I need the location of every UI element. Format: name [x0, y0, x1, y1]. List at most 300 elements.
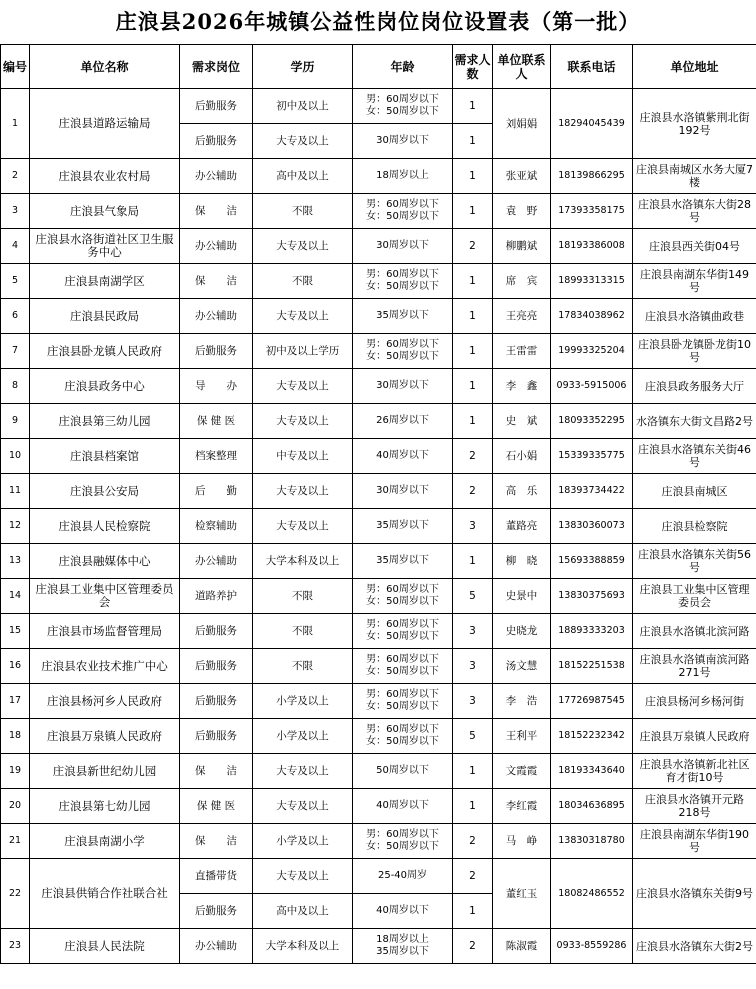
positions-table	[0, 44, 756, 964]
cell-unit	[30, 509, 180, 544]
cell-contact: 史晓龙	[493, 614, 551, 649]
cell-age	[353, 264, 453, 299]
cell-phone: 18193343640	[551, 754, 633, 789]
cell-age	[353, 474, 453, 509]
cell-contact: 王亮亮	[493, 299, 551, 334]
cell-no: 6	[1, 299, 30, 334]
cell-job: 保 健 医	[180, 404, 253, 439]
cell-unit-text: 庄浪县人民法院	[64, 938, 145, 953]
cell-count: 1	[453, 544, 493, 579]
cell-count: 3	[453, 509, 493, 544]
cell-unit-text: 庄浪县道路运输局	[58, 116, 151, 130]
age-line: 女：50周岁以下	[366, 351, 439, 362]
cell-unit	[30, 299, 180, 334]
cell-no: 2	[1, 159, 30, 194]
cell-job: 档案整理	[180, 439, 253, 474]
table-row	[1, 159, 756, 194]
cell-count: 2	[453, 439, 493, 474]
cell-phone: 18034636895	[551, 789, 633, 824]
cell-phone: 0933-5915006	[551, 369, 633, 404]
table-row	[1, 89, 756, 124]
cell-age	[353, 509, 453, 544]
age-line: 女：50周岁以下	[366, 736, 439, 747]
table-row	[1, 614, 756, 649]
cell-edu: 大专及以上	[253, 859, 353, 894]
age-line: 30周岁以下	[376, 485, 429, 496]
age-line: 男：60周岁以下	[366, 654, 439, 665]
cell-edu: 小学及以上	[253, 719, 353, 754]
cell-unit	[30, 334, 180, 369]
cell-addr-text: 庄浪县杨河乡杨河街	[645, 694, 744, 708]
age-line: 35周岁以下	[376, 946, 429, 957]
cell-addr	[633, 684, 756, 719]
cell-no: 5	[1, 264, 30, 299]
age-line: 男：60周岁以下	[366, 829, 439, 840]
table-row	[1, 439, 756, 474]
cell-job: 办公辅助	[180, 299, 253, 334]
cell-contact: 李 鑫	[493, 369, 551, 404]
cell-job: 道路养护	[180, 579, 253, 614]
cell-count: 1	[453, 334, 493, 369]
cell-phone: 18139866295	[551, 159, 633, 194]
cell-edu: 不限	[253, 264, 353, 299]
cell-unit	[30, 439, 180, 474]
cell-phone: 19993325204	[551, 334, 633, 369]
cell-edu: 大学本科及以上	[253, 929, 353, 964]
table-row	[1, 509, 756, 544]
cell-addr	[633, 544, 756, 579]
header-addr: 单位地址	[633, 45, 756, 89]
cell-contact: 刘娟娟	[493, 89, 551, 159]
cell-unit-text: 庄浪县第七幼儿园	[58, 798, 151, 813]
cell-no: 21	[1, 824, 30, 859]
cell-age	[353, 124, 453, 159]
cell-contact: 张亚斌	[493, 159, 551, 194]
cell-unit-text: 庄浪县档案馆	[70, 448, 139, 463]
cell-contact: 王利平	[493, 719, 551, 754]
cell-addr	[633, 89, 756, 159]
cell-job: 办公辅助	[180, 159, 253, 194]
cell-edu: 初中及以上	[253, 89, 353, 124]
cell-job: 保 洁	[180, 824, 253, 859]
cell-addr	[633, 579, 756, 614]
cell-age	[353, 894, 453, 929]
cell-count: 1	[453, 124, 493, 159]
table-row	[1, 649, 756, 684]
cell-unit	[30, 544, 180, 579]
cell-unit	[30, 789, 180, 824]
cell-unit	[30, 754, 180, 789]
age-line: 男：60周岁以下	[366, 269, 439, 280]
cell-count: 2	[453, 859, 493, 894]
cell-age	[353, 404, 453, 439]
cell-unit-text: 庄浪县第三幼儿园	[58, 413, 151, 428]
cell-addr	[633, 264, 756, 299]
table-row	[1, 789, 756, 824]
age-line: 女：50周岁以下	[366, 666, 439, 677]
cell-age	[353, 194, 453, 229]
cell-edu: 大专及以上	[253, 124, 353, 159]
age-line: 男：60周岁以下	[366, 339, 439, 350]
cell-addr-text: 庄浪县万泉镇人民政府	[639, 729, 750, 743]
cell-addr-text: 庄浪县南城区水务大厦7楼	[636, 163, 753, 189]
cell-count: 1	[453, 159, 493, 194]
cell-addr	[633, 474, 756, 509]
cell-unit-text: 庄浪县杨河乡人民政府	[47, 693, 162, 708]
cell-phone: 18993313315	[551, 264, 633, 299]
cell-no: 23	[1, 929, 30, 964]
cell-addr-text: 庄浪县水洛镇北滨河路	[639, 624, 750, 638]
cell-age	[353, 544, 453, 579]
age-line: 40周岁以下	[376, 450, 429, 461]
table-body	[1, 89, 756, 964]
cell-unit-text: 庄浪县卧龙镇人民政府	[47, 343, 162, 358]
cell-addr-text: 庄浪县水洛镇紫荆北街192号	[639, 110, 750, 137]
cell-edu: 大专及以上	[253, 754, 353, 789]
cell-phone: 18152251538	[551, 649, 633, 684]
cell-age	[353, 859, 453, 894]
cell-unit	[30, 404, 180, 439]
cell-unit-text: 庄浪县融媒体中心	[58, 553, 151, 568]
cell-edu: 高中及以上	[253, 159, 353, 194]
cell-age	[353, 369, 453, 404]
table-row	[1, 754, 756, 789]
cell-contact: 董路亮	[493, 509, 551, 544]
cell-job: 后勤服务	[180, 124, 253, 159]
cell-age	[353, 579, 453, 614]
cell-addr-text: 庄浪县南城区	[661, 484, 728, 498]
cell-addr-text: 庄浪县工业集中区管理委员会	[639, 583, 750, 609]
cell-job: 办公辅助	[180, 544, 253, 579]
cell-addr	[633, 194, 756, 229]
age-line: 男：60周岁以下	[366, 584, 439, 595]
cell-no: 16	[1, 649, 30, 684]
cell-unit-text: 庄浪县农业农村局	[58, 168, 151, 183]
cell-contact: 柳 晓	[493, 544, 551, 579]
cell-unit	[30, 649, 180, 684]
cell-unit	[30, 719, 180, 754]
age-line: 女：50周岁以下	[366, 596, 439, 607]
cell-job: 导 办	[180, 369, 253, 404]
cell-contact: 石小娟	[493, 439, 551, 474]
cell-job: 后勤服务	[180, 334, 253, 369]
cell-phone: 17834038962	[551, 299, 633, 334]
cell-no: 20	[1, 789, 30, 824]
cell-unit	[30, 474, 180, 509]
age-line: 女：50周岁以下	[366, 281, 439, 292]
cell-addr	[633, 159, 756, 194]
cell-count: 1	[453, 369, 493, 404]
cell-unit	[30, 89, 180, 159]
cell-age	[353, 719, 453, 754]
cell-addr-text: 庄浪县水洛镇东大街28号	[638, 198, 751, 224]
cell-count: 3	[453, 649, 493, 684]
cell-contact: 李红霞	[493, 789, 551, 824]
cell-job: 办公辅助	[180, 229, 253, 264]
cell-edu: 大专及以上	[253, 404, 353, 439]
cell-count: 2	[453, 474, 493, 509]
table-row	[1, 229, 756, 264]
cell-no: 15	[1, 614, 30, 649]
cell-phone: 13830318780	[551, 824, 633, 859]
cell-contact: 汤文慧	[493, 649, 551, 684]
cell-age	[353, 439, 453, 474]
cell-addr-text: 庄浪县水洛镇东关街46号	[638, 443, 751, 469]
cell-unit	[30, 264, 180, 299]
header-unit: 单位名称	[30, 45, 180, 89]
age-line: 女：50周岁以下	[366, 701, 439, 712]
cell-unit-text: 庄浪县工业集中区管理委员会	[35, 582, 174, 609]
age-line: 35周岁以下	[376, 555, 429, 566]
cell-count: 5	[453, 719, 493, 754]
cell-job: 后勤服务	[180, 614, 253, 649]
page-title: 庄浪县2026年城镇公益性岗位岗位设置表（第一批）	[115, 9, 641, 34]
cell-addr-text: 庄浪县政务服务大厅	[645, 379, 744, 393]
cell-edu: 初中及以上学历	[253, 334, 353, 369]
cell-contact: 高 乐	[493, 474, 551, 509]
cell-count: 3	[453, 684, 493, 719]
cell-unit	[30, 859, 180, 929]
cell-count: 2	[453, 229, 493, 264]
cell-edu: 大专及以上	[253, 299, 353, 334]
age-line: 30周岁以下	[376, 135, 429, 146]
age-line: 女：50周岁以下	[366, 841, 439, 852]
age-line: 男：60周岁以下	[366, 724, 439, 735]
table-row	[1, 929, 756, 964]
cell-addr-text: 庄浪县水洛镇东关街9号	[636, 887, 753, 900]
age-line: 男：60周岁以下	[366, 619, 439, 630]
header-age: 年龄	[353, 45, 453, 89]
cell-phone: 15693388859	[551, 544, 633, 579]
cell-age	[353, 649, 453, 684]
cell-count: 3	[453, 614, 493, 649]
cell-age	[353, 614, 453, 649]
cell-job: 直播带货	[180, 859, 253, 894]
cell-addr	[633, 614, 756, 649]
cell-unit-text: 庄浪县供销合作社联合社	[41, 886, 168, 900]
cell-edu: 不限	[253, 614, 353, 649]
cell-addr	[633, 369, 756, 404]
cell-contact: 史 斌	[493, 404, 551, 439]
cell-addr	[633, 404, 756, 439]
cell-no: 14	[1, 579, 30, 614]
cell-count: 2	[453, 824, 493, 859]
cell-phone: 18294045439	[551, 89, 633, 159]
cell-addr-text: 庄浪县水洛镇曲政巷	[645, 309, 744, 323]
cell-edu: 中专及以上	[253, 439, 353, 474]
cell-no: 13	[1, 544, 30, 579]
age-line: 女：50周岁以下	[366, 631, 439, 642]
cell-phone: 18393734422	[551, 474, 633, 509]
cell-phone: 18193386008	[551, 229, 633, 264]
cell-no: 17	[1, 684, 30, 719]
cell-edu: 大专及以上	[253, 789, 353, 824]
cell-phone: 15339335775	[551, 439, 633, 474]
cell-contact: 马 峥	[493, 824, 551, 859]
cell-count: 1	[453, 894, 493, 929]
cell-no: 1	[1, 89, 30, 159]
cell-addr-text: 庄浪县水洛镇东关街56号	[638, 548, 751, 574]
cell-unit	[30, 929, 180, 964]
cell-count: 5	[453, 579, 493, 614]
cell-unit-text: 庄浪县公安局	[70, 483, 139, 498]
age-line: 40周岁以下	[376, 800, 429, 811]
cell-age	[353, 159, 453, 194]
table-row	[1, 369, 756, 404]
cell-contact: 董红玉	[493, 859, 551, 929]
cell-job: 后勤服务	[180, 649, 253, 684]
cell-no: 9	[1, 404, 30, 439]
cell-no: 3	[1, 194, 30, 229]
age-line: 30周岁以下	[376, 240, 429, 251]
cell-addr-text: 庄浪县卧龙镇卧龙街10号	[638, 338, 751, 364]
cell-contact: 王雷雷	[493, 334, 551, 369]
cell-job: 后勤服务	[180, 89, 253, 124]
header-phone: 联系电话	[551, 45, 633, 89]
cell-unit	[30, 614, 180, 649]
cell-edu: 高中及以上	[253, 894, 353, 929]
cell-job: 保 洁	[180, 754, 253, 789]
age-line: 18周岁以上	[376, 934, 429, 945]
cell-edu: 大专及以上	[253, 369, 353, 404]
age-line: 30周岁以下	[376, 380, 429, 391]
cell-unit-text: 庄浪县农业技术推广中心	[41, 658, 168, 673]
cell-contact: 柳鹏斌	[493, 229, 551, 264]
cell-no: 7	[1, 334, 30, 369]
age-line: 女：50周岁以下	[366, 211, 439, 222]
cell-job: 保 洁	[180, 264, 253, 299]
cell-no: 12	[1, 509, 30, 544]
cell-count: 1	[453, 89, 493, 124]
cell-phone: 0933-8559286	[551, 929, 633, 964]
table-row	[1, 579, 756, 614]
cell-phone: 18082486552	[551, 859, 633, 929]
header-count: 需求人数	[453, 45, 493, 89]
cell-addr-text: 庄浪县水洛镇新北社区育才街10号	[639, 758, 750, 784]
cell-addr-text: 水洛镇东大街文昌路2号	[636, 414, 753, 428]
cell-job: 后勤服务	[180, 719, 253, 754]
cell-unit	[30, 159, 180, 194]
cell-unit	[30, 579, 180, 614]
cell-age	[353, 229, 453, 264]
cell-count: 1	[453, 754, 493, 789]
cell-contact: 陈淑霞	[493, 929, 551, 964]
cell-edu: 大专及以上	[253, 474, 353, 509]
cell-phone: 17726987545	[551, 684, 633, 719]
cell-count: 1	[453, 264, 493, 299]
cell-job: 后勤服务	[180, 684, 253, 719]
cell-job: 后 勤	[180, 474, 253, 509]
header-row	[1, 45, 756, 89]
cell-unit	[30, 684, 180, 719]
cell-job: 保 洁	[180, 194, 253, 229]
table-row	[1, 334, 756, 369]
cell-age	[353, 754, 453, 789]
cell-contact: 文霞霞	[493, 754, 551, 789]
cell-contact: 席 宾	[493, 264, 551, 299]
table-row	[1, 264, 756, 299]
cell-addr	[633, 719, 756, 754]
cell-phone: 13830360073	[551, 509, 633, 544]
cell-addr	[633, 824, 756, 859]
cell-job: 后勤服务	[180, 894, 253, 929]
table-row	[1, 824, 756, 859]
cell-addr	[633, 334, 756, 369]
cell-addr	[633, 299, 756, 334]
cell-age	[353, 299, 453, 334]
cell-job: 办公辅助	[180, 929, 253, 964]
cell-no: 8	[1, 369, 30, 404]
cell-unit-text: 庄浪县政务中心	[64, 378, 145, 393]
cell-addr-text: 庄浪县水洛镇开元路218号	[645, 793, 744, 819]
cell-job: 保 健 医	[180, 789, 253, 824]
header-edu: 学历	[253, 45, 353, 89]
cell-unit	[30, 194, 180, 229]
cell-age	[353, 334, 453, 369]
cell-edu: 不限	[253, 579, 353, 614]
cell-unit	[30, 229, 180, 264]
cell-addr-text: 庄浪县南湖东华街190号	[640, 828, 749, 854]
cell-edu: 不限	[253, 649, 353, 684]
cell-age	[353, 929, 453, 964]
cell-no: 11	[1, 474, 30, 509]
cell-age	[353, 824, 453, 859]
table-row	[1, 194, 756, 229]
table-row	[1, 474, 756, 509]
cell-addr	[633, 789, 756, 824]
cell-count: 1	[453, 299, 493, 334]
cell-unit-text: 庄浪县气象局	[70, 203, 139, 218]
age-line: 25-40周岁	[377, 870, 428, 881]
table-row	[1, 719, 756, 754]
cell-count: 1	[453, 194, 493, 229]
cell-age	[353, 789, 453, 824]
cell-addr-text: 庄浪县水洛镇南滨河路271号	[639, 653, 750, 679]
cell-addr-text: 庄浪县西关街04号	[649, 239, 740, 253]
cell-unit-text: 庄浪县市场监督管理局	[47, 623, 162, 638]
cell-unit-text: 庄浪县南湖学区	[64, 273, 145, 288]
cell-count: 1	[453, 404, 493, 439]
age-line: 35周岁以下	[376, 520, 429, 531]
cell-contact: 袁 野	[493, 194, 551, 229]
cell-addr-text: 庄浪县南湖东华街149号	[640, 268, 749, 294]
cell-edu: 小学及以上	[253, 684, 353, 719]
cell-addr	[633, 439, 756, 474]
table-row	[1, 404, 756, 439]
cell-addr	[633, 229, 756, 264]
cell-edu: 不限	[253, 194, 353, 229]
cell-edu: 大专及以上	[253, 509, 353, 544]
cell-unit-text: 庄浪县人民检察院	[58, 518, 151, 533]
cell-addr-text: 庄浪县检察院	[661, 519, 728, 533]
age-line: 女：50周岁以下	[366, 106, 439, 117]
cell-age	[353, 684, 453, 719]
cell-edu: 大专及以上	[253, 229, 353, 264]
cell-no: 18	[1, 719, 30, 754]
cell-count: 2	[453, 929, 493, 964]
cell-addr	[633, 509, 756, 544]
age-line: 男：60周岁以下	[366, 689, 439, 700]
age-line: 男：60周岁以下	[366, 199, 439, 210]
cell-no: 22	[1, 859, 30, 929]
cell-phone: 13830375693	[551, 579, 633, 614]
cell-unit-text: 庄浪县新世纪幼儿园	[52, 763, 157, 778]
header-contact: 单位联系人	[493, 45, 551, 89]
cell-no: 19	[1, 754, 30, 789]
cell-unit-text: 庄浪县南湖小学	[64, 833, 145, 848]
age-line: 35周岁以下	[376, 310, 429, 321]
cell-no: 10	[1, 439, 30, 474]
